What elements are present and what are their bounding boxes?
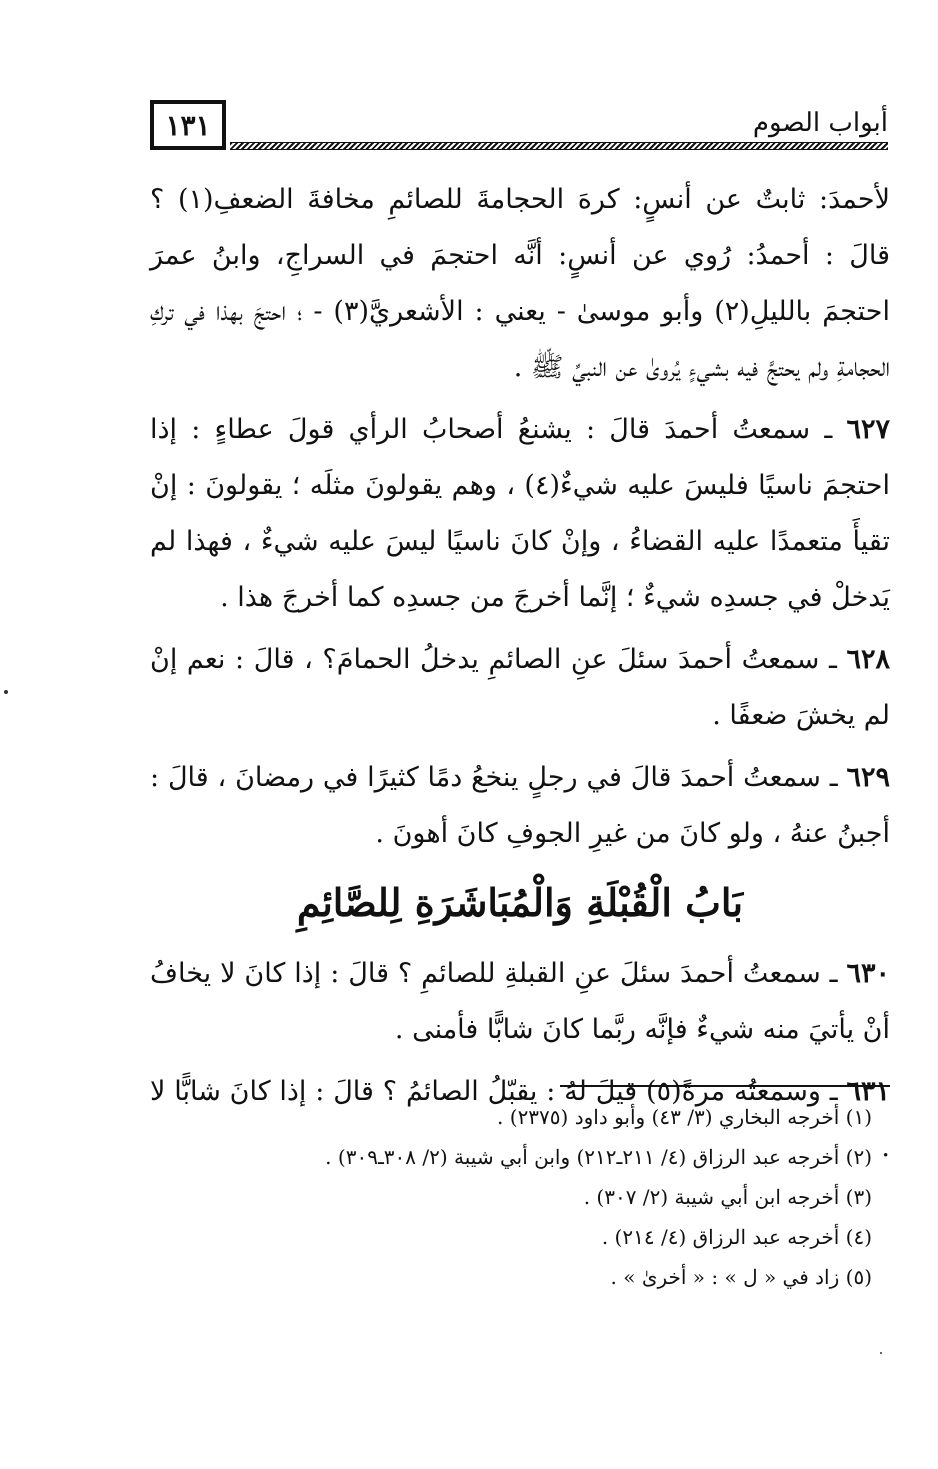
paragraph-text: ـ سمعتُ أحمدَ قالَ : يشنعُ أصحابُ الرأي قولَ عطاءٍ : إذا احتجمَ ناسيًا فليسَ عليه شيءٌ(٤) ، وهم يقولونَ مثلَه ؛ يقولونَ : إنْ تقيأَ متعمدًا عليه القضاءُ ، وإنْ كانَ ناسيًا ليسَ عليه شيءٌ ، فهذا لم يَدخلْ في جسدِه شيءٌ ؛ إنَّما أخرجَ من جسدِه كما أخرجَ هذا . [150,414,890,613]
running-title: أبواب الصوم [752,108,888,138]
page-header [150,96,888,156]
footnote-separator [560,1085,890,1087]
scan-speck [4,690,8,694]
header-rule [230,142,888,150]
paragraph-continued [150,172,890,396]
item-number: ٦٢٨ [846,644,890,675]
footnote-item: (١) أخرجه البخاري (٣/ ٤٣) وأبو داود (٢٣٧٥) . [497,1105,872,1129]
paragraph-text: لأحمدَ: ثابتٌ عن أنسٍ: كرهَ الحجامةَ للصائمِ مخافةَ الضعفِ(١) ؟ قالَ : أحمدُ: رُوي عن أنسٍ: أنَّه احتجمَ في السراجِ، وابنُ عمرَ احتجمَ بالليلِ(٢) وأبو موسىٰ - يعني : الأشعريَّ(٣) - ؛ احتجَ بهذا في تركِ الحجامةِ ولم يحتجَّ فيه بشيءٍ يُروىٰ عن النبيِّ ﷺ . [150,184,891,383]
scan-speck [880,1352,882,1354]
item-number: ٦٢٩ [846,762,890,793]
paragraph-text: ـ وسمعتُه مرةً(٥) قيلَ لهُ : يقبّلُ الصائمُ ؟ قالَ : إذا كانَ شابًّا لا . [150,1076,890,1163]
footnote-item: (٤) أخرجه عبد الرزاق (٤/ ٢١٤) . [601,1225,872,1249]
paragraph-text: ـ سمعتُ أحمدَ سئلَ عنِ القبلةِ للصائمِ ؟ قالَ : إذا كانَ لا يخافُ أنْ يأتيَ منه شيءٌ فإنَّه ربَّما كانَ شابًّا فأمنى . [150,958,890,1045]
paragraph-text: ـ سمعتُ أحمدَ سئلَ عنِ الصائمِ يدخلُ الحمامَ؟ ، قالَ : نعم إنْ لم يخشَ ضعفًا . [150,644,890,731]
footnotes [150,1097,888,1297]
paragraph-630 [150,946,890,1058]
item-number: ٦٣١ [846,1076,890,1107]
paragraph-629 [150,750,890,862]
paragraph-627 [150,402,890,626]
page-body [150,172,890,1182]
page-number: ١٣١ [150,100,226,150]
paragraph-text: ـ سمعتُ أحمدَ قالَ في رجلٍ ينخعُ دمًا كثيرًا في رمضانَ ، قالَ : أجبنُ عنهُ ، ولو كانَ من غيرِ الجوفِ كانَ أهونَ . [150,762,890,849]
chapter-heading: بَابُ الْقُبْلَةِ وَالْمُبَاشَرَةِ لِلصَّائِمِ [296,880,744,925]
paragraph-628 [150,632,890,744]
footnote-item: (٥) زاد في « ل » : « أخرىٰ » . [610,1265,872,1289]
item-number: ٦٢٧ [846,414,890,445]
item-number: ٦٣٠ [846,958,890,989]
footnote-item: (٣) أخرجه ابن أبي شيبة (٢/ ٣٠٧) . [583,1185,872,1209]
footnote-item: (٢) أخرجه عبد الرزاق (٤/ ٢١١ـ٢١٢) وابن أبي شيبة (٢/ ٣٠٨ـ٣٠٩) . [325,1145,872,1169]
